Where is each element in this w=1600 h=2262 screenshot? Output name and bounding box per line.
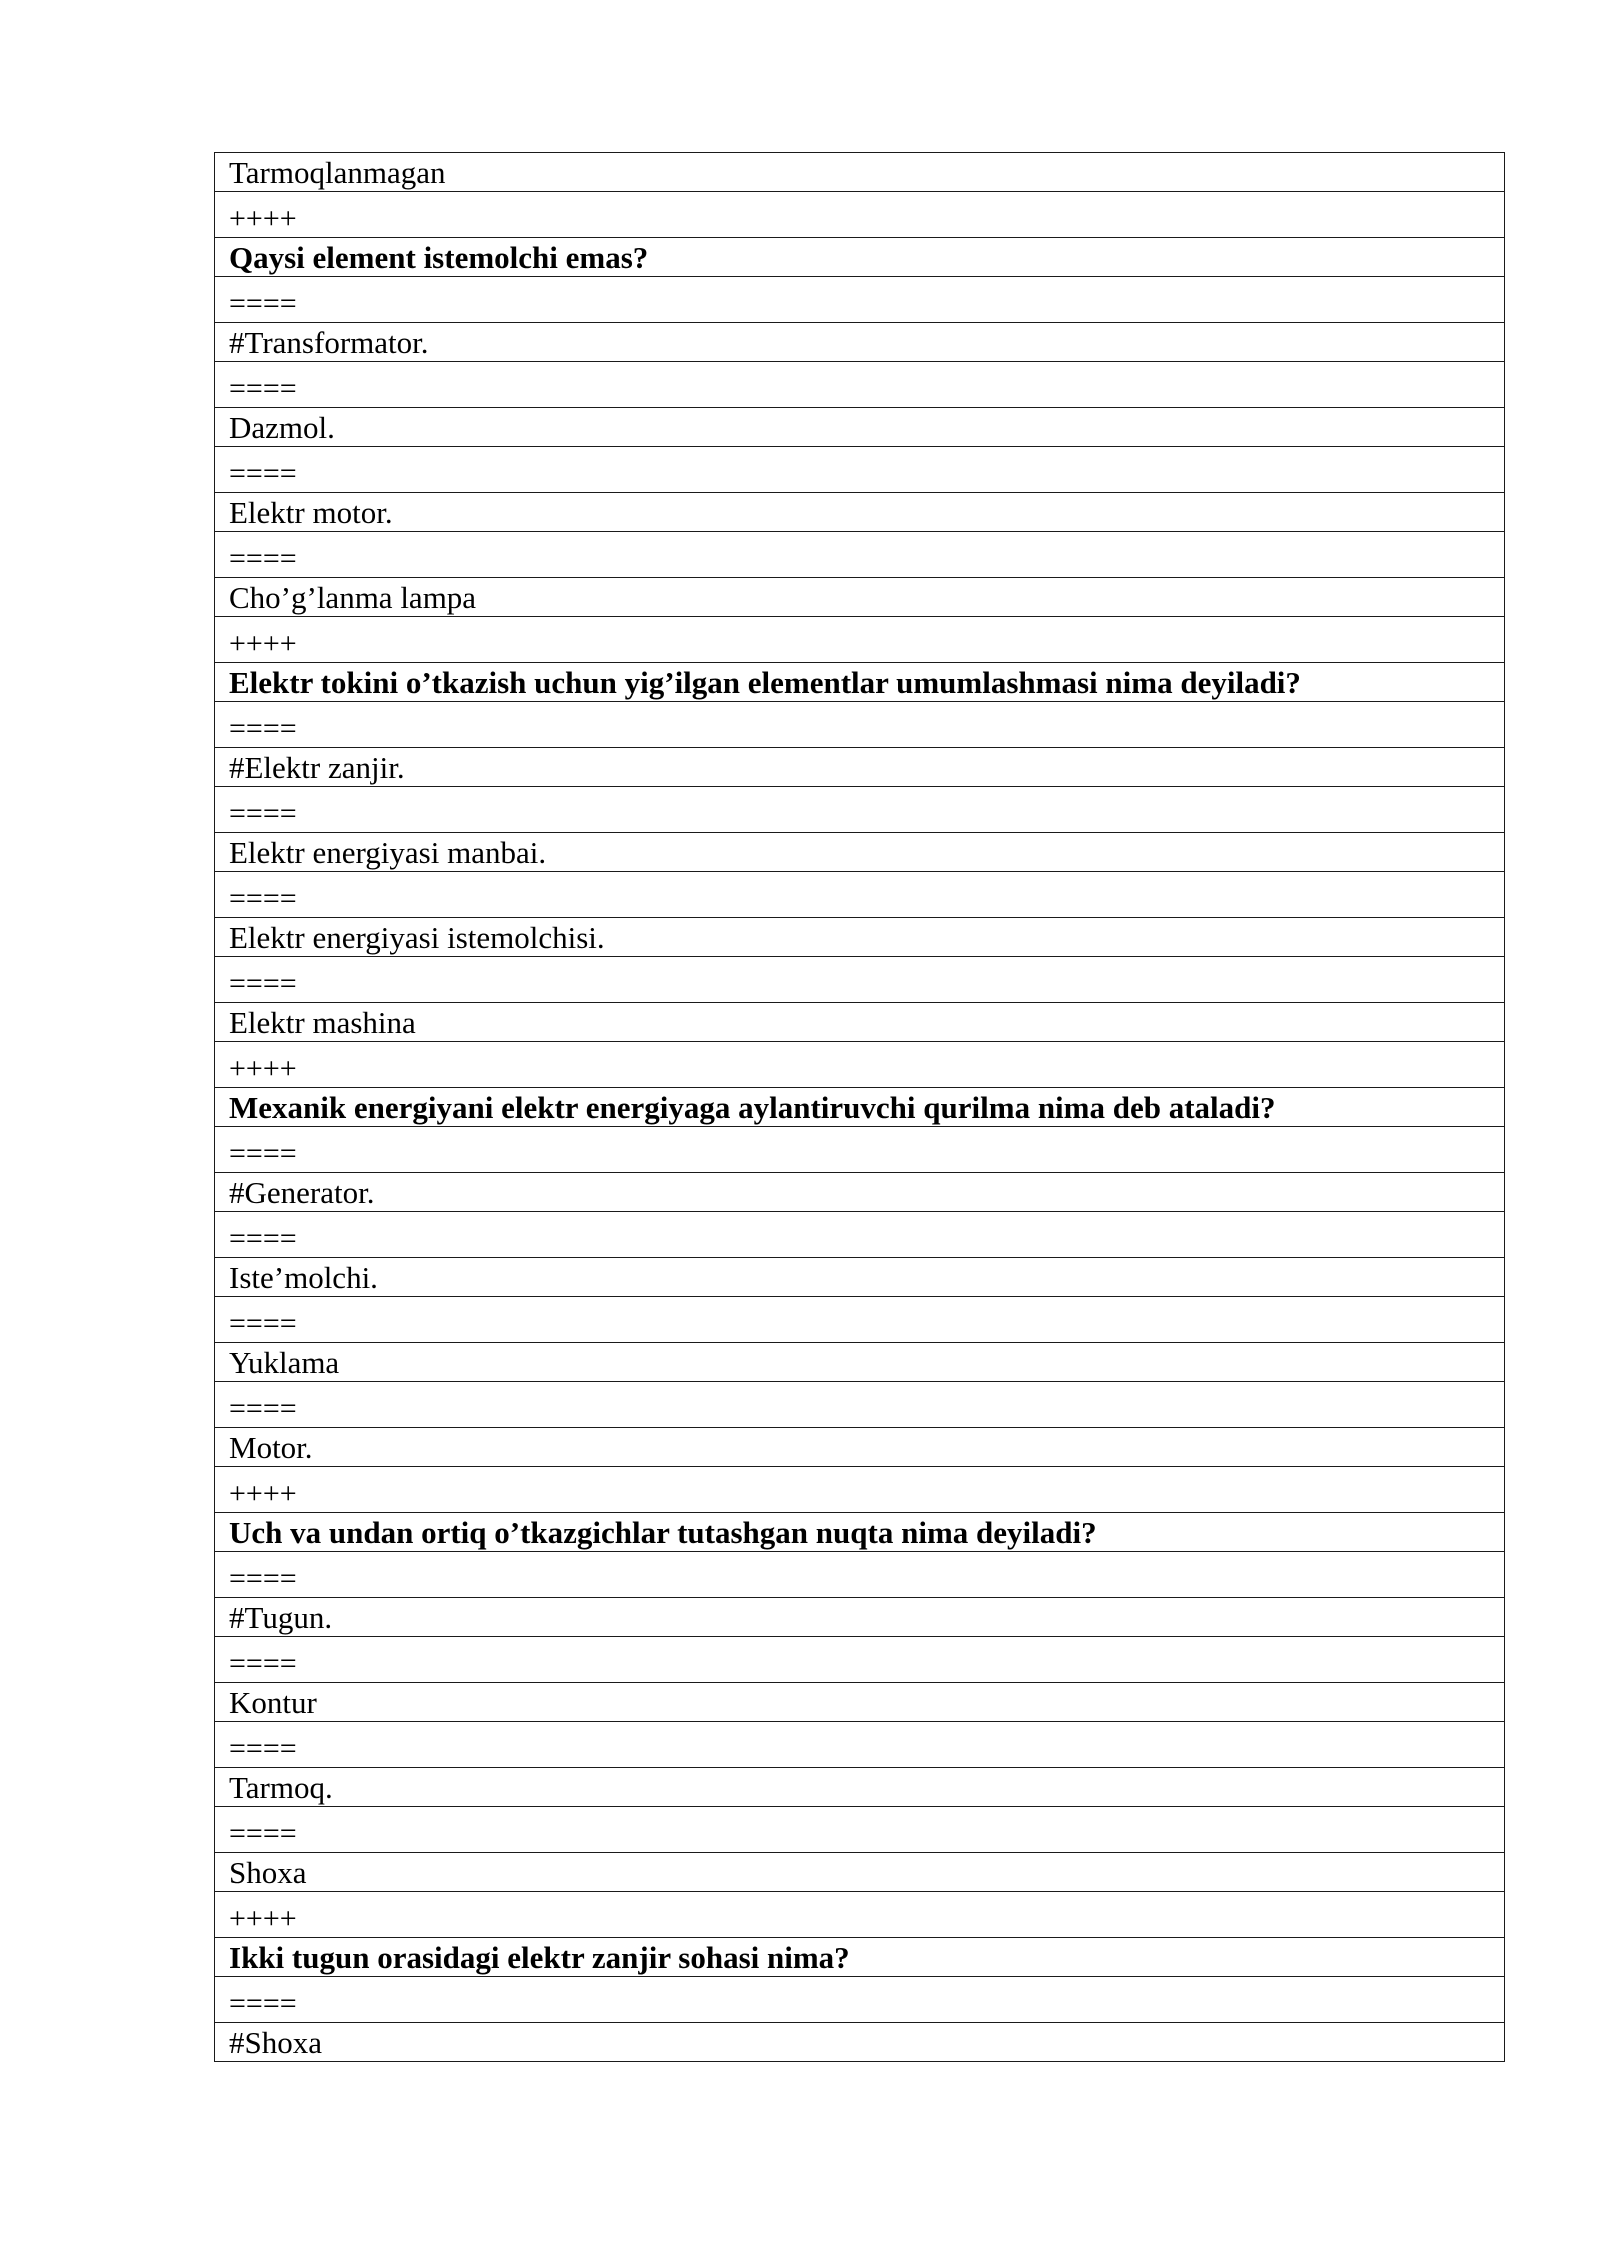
quiz-table-body [215,153,1505,2062]
separator-text: ==== [215,447,1505,493]
quiz-table [214,152,1505,2062]
correct-answer-row [215,323,1505,362]
answer-text: Elektr mashina [215,1003,1505,1042]
option-separator-row [215,957,1505,1003]
separator-text: ==== [215,1807,1505,1853]
answer-row [215,833,1505,872]
answer-row [215,1683,1505,1722]
option-separator-row [215,1722,1505,1768]
correct-answer-row [215,748,1505,787]
answer-row [215,408,1505,447]
option-separator-row [215,1977,1505,2023]
answer-text: Cho’g’lanma lampa [215,578,1505,617]
option-separator-row [215,1382,1505,1428]
option-separator-row [215,362,1505,408]
answer-text: Iste’molchi. [215,1258,1505,1297]
separator-text: ==== [215,1977,1505,2023]
separator-text: ++++ [215,192,1505,238]
answer-text: #Tugun. [215,1598,1505,1637]
separator-text: ==== [215,872,1505,918]
correct-answer-row [215,1598,1505,1637]
separator-text: ==== [215,957,1505,1003]
answer-row [215,578,1505,617]
question-separator-row [215,617,1505,663]
answer-text: Dazmol. [215,408,1505,447]
answer-text: #Elektr zanjir. [215,748,1505,787]
question-text: Ikki tugun orasidagi elektr zanjir sohasi nima? [215,1938,1505,1977]
option-separator-row [215,1807,1505,1853]
question-row [215,663,1505,702]
answer-row [215,1853,1505,1892]
option-separator-row [215,532,1505,578]
option-separator-row [215,1297,1505,1343]
separator-text: ==== [215,1552,1505,1598]
separator-text: ==== [215,1297,1505,1343]
answer-text: #Shoxa [215,2023,1505,2062]
question-text: Uch va undan ortiq o’tkazgichlar tutashgan nuqta nima deyiladi? [215,1513,1505,1552]
separator-text: ==== [215,702,1505,748]
separator-text: ==== [215,1722,1505,1768]
separator-text: ==== [215,787,1505,833]
option-separator-row [215,447,1505,493]
answer-text: Elektr motor. [215,493,1505,532]
separator-text: ==== [215,532,1505,578]
option-separator-row [215,277,1505,323]
option-separator-row [215,1637,1505,1683]
answer-text: Motor. [215,1428,1505,1467]
option-separator-row [215,1212,1505,1258]
correct-answer-row [215,2023,1505,2062]
answer-text: Tarmoq. [215,1768,1505,1807]
question-row [215,1938,1505,1977]
option-separator-row [215,702,1505,748]
question-row [215,1513,1505,1552]
answer-text: Kontur [215,1683,1505,1722]
separator-text: ++++ [215,1467,1505,1513]
question-separator-row [215,1042,1505,1088]
separator-text: ==== [215,1127,1505,1173]
answer-text: Shoxa [215,1853,1505,1892]
question-text: Qaysi element istemolchi emas? [215,238,1505,277]
separator-text: ++++ [215,1892,1505,1938]
answer-row [215,1343,1505,1382]
question-text: Mexanik energiyani elektr energiyaga aylantiruvchi qurilma nima deb ataladi? [215,1088,1505,1127]
answer-row [215,493,1505,532]
separator-text: ==== [215,1212,1505,1258]
answer-text: Elektr energiyasi istemolchisi. [215,918,1505,957]
answer-row [215,1003,1505,1042]
separator-text: ==== [215,277,1505,323]
question-separator-row [215,1467,1505,1513]
answer-text: #Transformator. [215,323,1505,362]
correct-answer-row [215,1173,1505,1212]
answer-row [215,1428,1505,1467]
question-separator-row [215,192,1505,238]
answer-row [215,153,1505,192]
question-separator-row [215,1892,1505,1938]
answer-text: Yuklama [215,1343,1505,1382]
question-text: Elektr tokini o’tkazish uchun yig’ilgan elementlar umumlashmasi nima deyiladi? [215,663,1505,702]
separator-text: ++++ [215,1042,1505,1088]
answer-row [215,1768,1505,1807]
answer-text: Tarmoqlanmagan [215,153,1505,192]
answer-text: #Generator. [215,1173,1505,1212]
option-separator-row [215,787,1505,833]
option-separator-row [215,872,1505,918]
answer-text: Elektr energiyasi manbai. [215,833,1505,872]
separator-text: ++++ [215,617,1505,663]
question-row [215,1088,1505,1127]
option-separator-row [215,1127,1505,1173]
answer-row [215,918,1505,957]
separator-text: ==== [215,1637,1505,1683]
question-row [215,238,1505,277]
separator-text: ==== [215,362,1505,408]
answer-row [215,1258,1505,1297]
separator-text: ==== [215,1382,1505,1428]
option-separator-row [215,1552,1505,1598]
